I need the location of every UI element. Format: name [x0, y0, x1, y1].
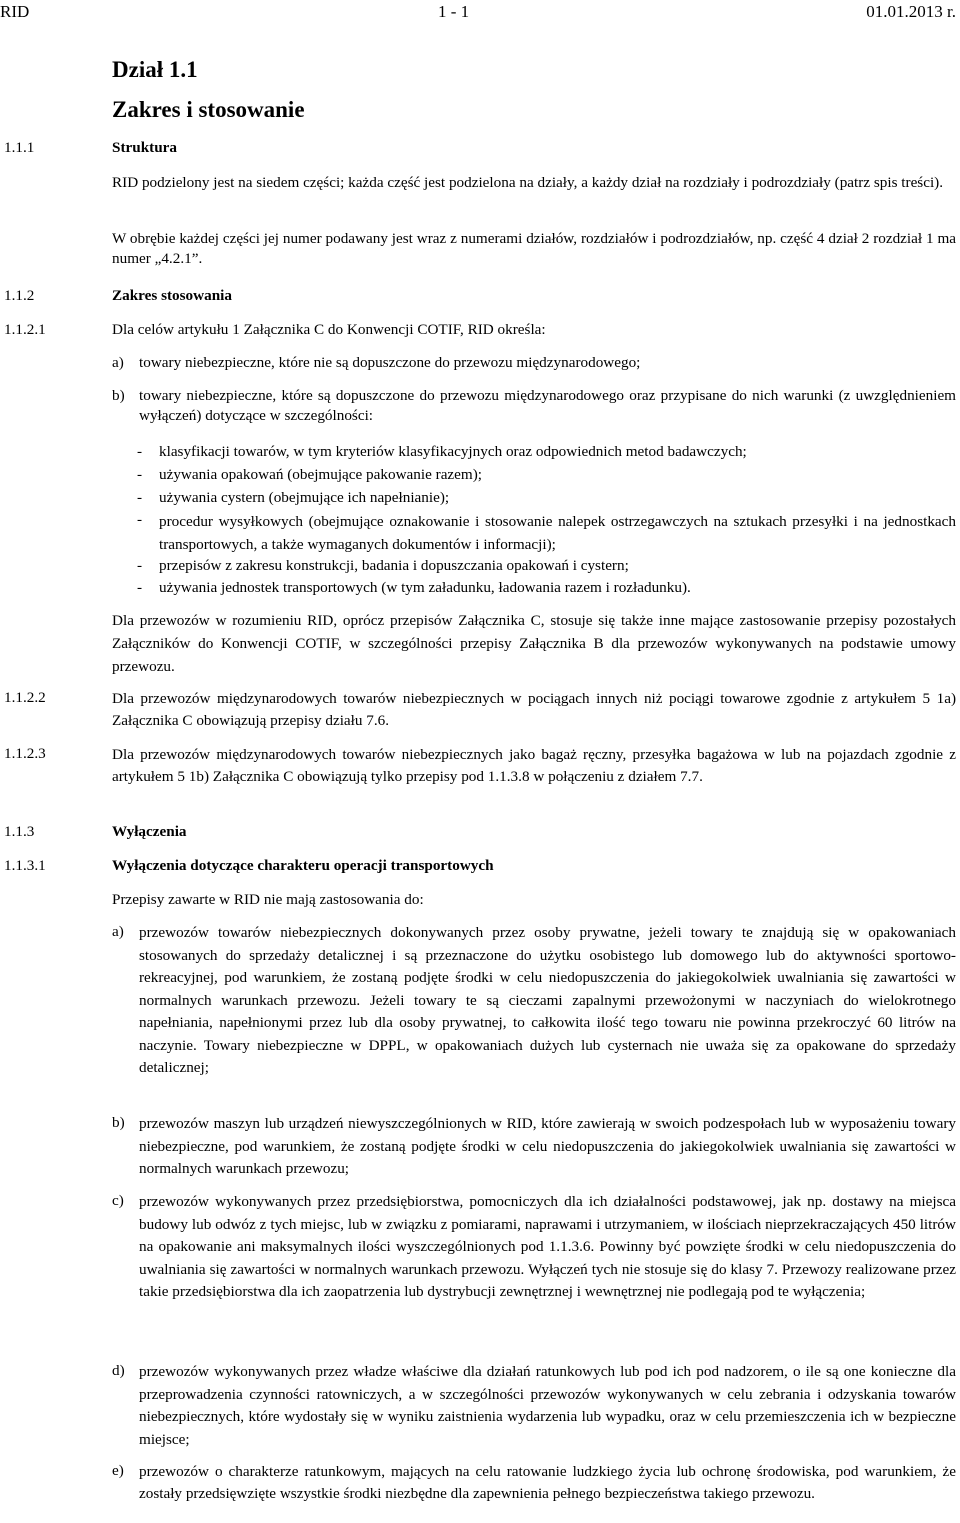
paragraph-structure-2: W obrębie każdej części jej numer podawany jest wraz z numerami działów, rozdziałów i podrozdziałów, np. część 4 dział 2 rozdział 1 ma numer „4.2.1”. — [112, 230, 956, 267]
header-page-number: 1 - 1 — [438, 2, 470, 21]
header-left: RID — [0, 2, 30, 21]
list-label: a) — [112, 923, 124, 940]
dash-text: używania jednostek transportowych (w tym załadunku, ładowania razem i rozładunku). — [159, 579, 691, 596]
dash-mark: - — [137, 466, 143, 483]
section-title-zakres-stosowania: Zakres stosowania — [112, 287, 232, 304]
list-label: b) — [112, 1114, 125, 1131]
paragraph-structure-1: RID podzielony jest na siedem części; każda część jest podzielona na działy, a każdy dział na rozdziały i podrozdziały (patrz spis treści). — [112, 174, 944, 191]
dash-text: procedur wysyłkowych (obejmujące oznakowanie i stosowanie nalepek ostrzegawczych na sztukach przesyłki i na jednostkach transportowych, a także wymaganych dokumentów i informacji); — [159, 513, 956, 553]
section-title-struktura: Struktura — [112, 139, 177, 156]
section-title-wylaczenia-charakter: Wyłączenia dotyczące charakteru operacji transportowych — [112, 857, 494, 874]
section-number-1-1-2-1: 1.1.2.1 — [4, 321, 46, 338]
paragraph-1-1-2-2: Dla przewozów międzynarodowych towarów niebezpiecznych w pociągach innych niż pociągi towarowe zgodnie z artykułem 5 1a) Załącznika C obowiązują przepisy działu 7.6. — [112, 690, 956, 729]
dash-text: przepisów z zakresu konstrukcji, badania i dopuszczania opakowań i cystern; — [159, 557, 629, 574]
list-label: c) — [112, 1192, 124, 1209]
section-number-1-1-2-2: 1.1.2.2 — [4, 689, 46, 706]
dash-text: używania cystern (obejmujące ich napełnianie); — [159, 489, 450, 506]
list-text: towary niebezpieczne, które są dopuszczone do przewozu międzynarodowego oraz przypisane do nich warunki (z uwzględnieniem wyłączeń) dotyczące w szczególności: — [139, 387, 956, 424]
list-text: przewozów o charakterze ratunkowym, mających na celu ratowanie ludzkiego życia lub ochronę środowiska, pod warunkiem, że zostały przedsięwzięte wszystkie środki niezbędne dla zapewnienia pełnego bezpieczeństwa takiego przewozu. — [139, 1463, 956, 1502]
dash-text: klasyfikacji towarów, w tym kryteriów klasyfikacyjnych oraz odpowiednich metod badawczych; — [159, 443, 747, 460]
list-label: d) — [112, 1362, 125, 1379]
section-number-1-1-3: 1.1.3 — [4, 823, 35, 840]
list-text: przewozów towarów niebezpiecznych dokonywanych przez osoby prywatne, jeżeli towary te znajdują się w opakowaniach stosowanych do sprzedaży detalicznej i są przeznaczone do użytku osobistego lub domowego lub do aktywności sportowo-rekreacyjnej, pod warunkiem, że zostaną podjęte środki w celu niedopuszczenia do jakiegokolwiek uwalniania się zawartości w normalnych warunkach przewozu. Jeżeli towary te są cieczami zapalnymi przewożonymi w naczyniach do wielokrotnego napełniania, napełnionymi przez lub dla osoby prywatnej, to całkowita ilość tego towaru nie powinna przekroczyć 60 litrów na naczynie. Towary niebezpieczne w DPPL, w opakowaniach dużych lub cysternach nie uważa się za opakowane do sprzedaży detalicznej; — [139, 924, 956, 1076]
dash-mark: - — [137, 579, 143, 596]
list-label: b) — [112, 387, 125, 404]
dash-mark: - — [137, 443, 143, 460]
section-number-1-1-3-1: 1.1.3.1 — [4, 857, 46, 874]
paragraph-1-1-2-1-intro: Dla celów artykułu 1 Załącznika C do Konwencji COTIF, RID określa: — [112, 321, 546, 338]
list-text: przewozów wykonywanych przez władze właściwe dla działań ratunkowych lub pod ich pod nadzorem, o ile są one konieczne dla przeprowadzenia czynności ratowniczych, a w szczególności przewozów wykonywanych w celu zebrania i odzyskania towarów niebezpiecznych, które wydostały się w wyniku zaistnienia wydarzenia lub wypadku, oraz w celu przemieszczenia ich w bezpieczne miejsce; — [139, 1363, 956, 1448]
list-text: przewozów maszyn lub urządzeń niewyszczególnionych w RID, które zawierają w swoich podzespołach lub w wyposażeniu towary niebezpieczne, pod warunkiem, że zostaną podjęte środki w celu niedopuszczenia do jakiegokolwiek uwalniania się zawartości w normalnych warunkach przewozu; — [139, 1115, 956, 1177]
dash-mark: - — [137, 511, 143, 528]
dash-text: używania opakowań (obejmujące pakowanie razem); — [159, 466, 483, 483]
paragraph-1-1-2-1-closing: Dla przewozów w rozumieniu RID, oprócz przepisów Załącznika C, stosuje się także inne mające zastosowanie przepisy pozostałych Załączników do Konwencji COTIF, w szczególności przepisy Załącznika B dla przewozów wykonywanych na podstawie umowy przewozu. — [112, 612, 956, 675]
section-number-1-1-1: 1.1.1 — [4, 139, 35, 156]
paragraph-1-1-2-3: Dla przewozów międzynarodowych towarów niebezpiecznych jako bagaż ręczny, przesyłka bagażowa w lub na pojazdach zgodnie z artykułem 5 1b) Załącznika C obowiązują tylko przepisy pod 1.1.3.8 w połączeniu z działem 7.7. — [112, 746, 956, 785]
dash-mark: - — [137, 557, 143, 574]
dash-mark: - — [137, 489, 143, 506]
list-label: a) — [112, 354, 124, 371]
section-number-1-1-2: 1.1.2 — [4, 287, 35, 304]
chapter-subtitle: Zakres i stosowanie — [112, 97, 305, 122]
list-text: przewozów wykonywanych przez przedsiębiorstwa, pomocniczych dla ich działalności podstawowej, jak np. dostawy na miejsca budowy lub odwóz z tych miejsc, lub w związku z pomiarami, naprawami i utrzymaniem, w ilościach nieprzekraczających 450 litrów na opakowanie ani maksymalnych ilości wyszczególnionych pod 1.1.3.6. Powinny być powzięte środki w celu niedopuszczenia do uwalniania się zawartości w normalnych warunkach przewozu. Wyłączeń tych nie stosuje się do klasy 7. Przewozy realizowane przez takie przedsiębiorstwa dla ich zaopatrzenia lub dystrybucji zewnętrznej i wewnętrznej nie podlegają pod te wyłączenia; — [139, 1193, 956, 1301]
list-label: e) — [112, 1462, 124, 1479]
paragraph-1-1-3-1-intro: Przepisy zawarte w RID nie mają zastosowania do: — [112, 891, 424, 908]
header-date: 01.01.2013 r. — [866, 2, 956, 21]
section-title-wylaczenia: Wyłączenia — [112, 823, 187, 840]
chapter-title: Dział 1.1 — [112, 57, 198, 82]
section-number-1-1-2-3: 1.1.2.3 — [4, 745, 46, 762]
list-text: towary niebezpieczne, które nie są dopuszczone do przewozu międzynarodowego; — [139, 354, 641, 371]
